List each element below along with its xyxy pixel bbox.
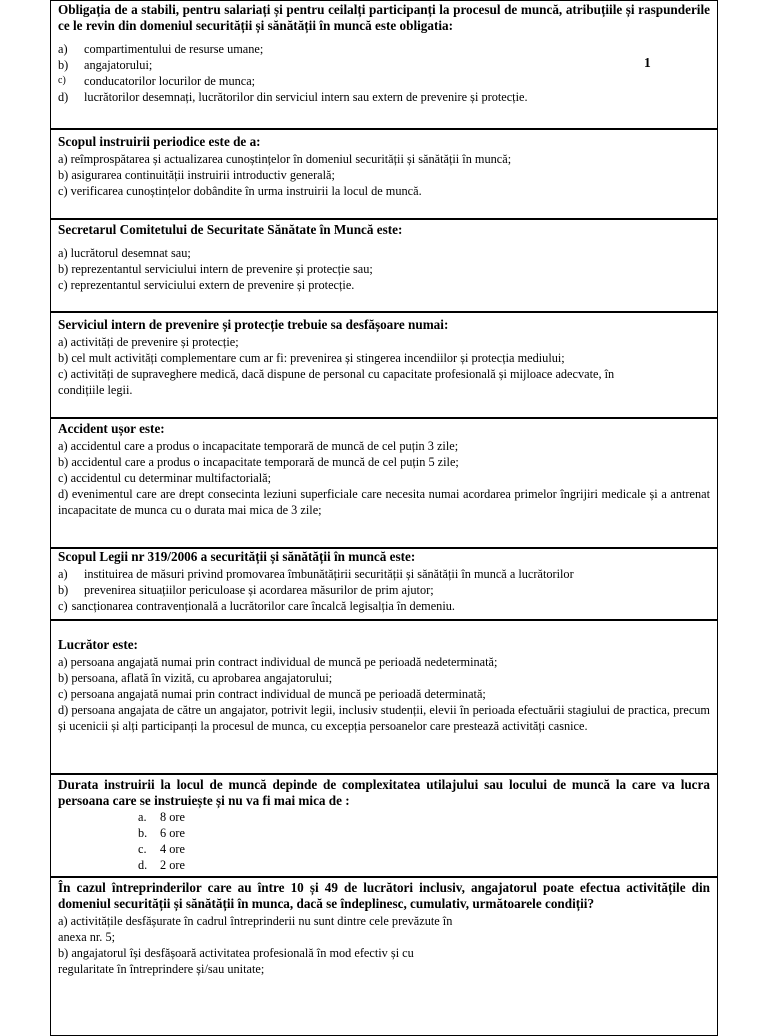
question-title: Serviciul intern de prevenire și protecție trebuie sa desfășoare numai: — [58, 317, 449, 332]
answer-option-d: d) persoana angajata de către un angajator, potrivit legii, inclusiv studenții, elevii în perioada efectuării stagiului de practica, precum și ucenicii și alți participanți la procesul de munca, cu excepția persoanelor care prestează activități casnice. — [58, 703, 710, 733]
answer-option-c: c) accidentul cu determinar multifactorială; — [58, 471, 272, 485]
answer-option-a: a) lucrătorul desemnat sau; — [58, 246, 191, 260]
answer-option-b: b. 6 ore — [138, 826, 185, 840]
document-page — [50, 0, 718, 1024]
answer-option-b: b) angajatorului; — [58, 58, 153, 72]
question-1 — [50, 0, 718, 130]
answer-options — [58, 245, 710, 293]
answer-options — [58, 438, 710, 518]
page-number: 1 — [644, 55, 651, 70]
answer-option-a: a) activități de prevenire și protecție; — [58, 335, 239, 349]
question-title: Secretarul Comitetului de Securitate Sănătate în Muncă este: — [58, 222, 403, 237]
answer-option-c: c. 4 ore — [138, 842, 185, 856]
question-3 — [50, 218, 718, 313]
answer-option-b: b) accidentul care a produs o incapacitate temporară de muncă de cel puțin 5 zile; — [58, 455, 459, 469]
question-title: Scopul instruirii periodice este de a: — [58, 134, 261, 149]
question-title: Scopul Legii nr 319/2006 a securității și sănătății în muncă este: — [58, 549, 416, 564]
answer-options — [58, 334, 710, 398]
answer-option-c: c) reprezentantul serviciului extern de prevenire și protecție. — [58, 278, 355, 292]
question-title: Durata instruirii la locul de muncă depinde de complexitatea utilajului sau locului de muncă la care va lucra persoana care se instruiește și nu va fi mai mica de : — [58, 777, 710, 808]
answer-option-a: a) compartimentului de resurse umane; — [58, 42, 264, 56]
question-5 — [50, 417, 718, 549]
answer-option-a: a) reîmprospătarea și actualizarea cunoștințelor în domeniul securității și sănătății în muncă; — [58, 152, 512, 166]
question-title: În cazul întreprinderilor care au între 10 și 49 de lucrători inclusiv, angajatorul poate efectua activitățile din domeniul securității și sănătății în munca, dacă se îndeplinesc, cumulativ, următoarele condiții? — [58, 880, 710, 911]
question-9 — [50, 876, 718, 1036]
answer-option-c: c) sancționarea contravențională a lucrătorilor care încalcă legisalția în demeniu. — [58, 599, 455, 613]
answer-option-b: b) persoana, aflată în vizită, cu aprobarea angajatorului; — [58, 671, 333, 685]
question-title: Obligația de a stabili, pentru salariați și pentru ceilalți participanți la procesul de muncă, atribuțiile și raspunderile ce le revin din domeniul securității și sănătății în muncă este obligatia: — [58, 2, 710, 33]
answer-option-b: b) angajatorul își desfășoară activitatea profesională în mod efectiv și cu — [58, 946, 414, 960]
answer-option-d: d) lucrătorilor desemnați, lucrătorilor din serviciul intern sau extern de prevenire și protecție. — [58, 90, 528, 104]
question-4 — [50, 311, 718, 419]
answer-option-a: a) persoana angajată numai prin contract individual de muncă pe perioadă nedeterminată; — [58, 655, 498, 669]
question-8 — [50, 773, 718, 878]
answer-option-d: d. 2 ore — [138, 858, 185, 872]
answer-option-a: a) activitățile desfășurate în cadrul întreprinderii nu sunt dintre cele prevăzute în — [58, 914, 453, 928]
question-2 — [50, 128, 718, 220]
answer-options — [58, 913, 710, 977]
answer-option-b: b) prevenirea situațiilor periculoase și acordarea măsurilor de prim ajutor; — [58, 583, 434, 597]
question-title: Accident ușor este: — [58, 421, 165, 436]
answer-options — [58, 809, 710, 873]
answer-option-a: a. 8 ore — [138, 810, 185, 824]
answer-option-b: b) asigurarea continuității instruirii introductiv generală; — [58, 168, 335, 182]
question-6 — [50, 547, 718, 621]
answer-option-b-continued: regularitate în întreprindere și/sau unitate; — [58, 962, 265, 976]
answer-option-a: a) instituirea de măsuri privind promovarea îmbunătățirii securității și sănătății în muncă a lucrătorilor — [58, 567, 574, 581]
answer-options — [58, 654, 710, 734]
question-7 — [50, 619, 718, 775]
answer-options — [58, 41, 710, 105]
answer-options — [58, 151, 710, 199]
answer-options — [58, 566, 710, 614]
answer-option-b: b) cel mult activități complementare cum ar fi: prevenirea și stingerea incendiilor și protecția mediului; — [58, 351, 565, 365]
answer-option-d: d) evenimentul care are drept consecinta leziuni superficiale care necesita numai acordarea primelor îngrijiri medicale și a antrenat incapacitate de munca cu o durata mai mica de 3 zile; — [58, 487, 710, 517]
answer-option-c: c) verificarea cunoștințelor dobândite în urma instruirii la locul de muncă. — [58, 184, 422, 198]
answer-option-c: c) activități de supraveghere medică, dacă dispune de personal cu capacitate profesională și mijloace adecvate, în condițiile legii. — [58, 367, 615, 397]
question-title: Lucrător este: — [58, 637, 138, 652]
answer-option-a-continued: anexa nr. 5; — [58, 930, 116, 944]
answer-option-a: a) accidentul care a produs o incapacitate temporară de muncă de cel puțin 3 zile; — [58, 439, 459, 453]
answer-option-c: c) conducatorilor locurilor de munca; — [58, 74, 256, 88]
answer-option-c: c) persoana angajată numai prin contract individual de muncă pe perioadă determinată; — [58, 687, 486, 701]
answer-option-b: b) reprezentantul serviciului intern de prevenire și protecție sau; — [58, 262, 373, 276]
